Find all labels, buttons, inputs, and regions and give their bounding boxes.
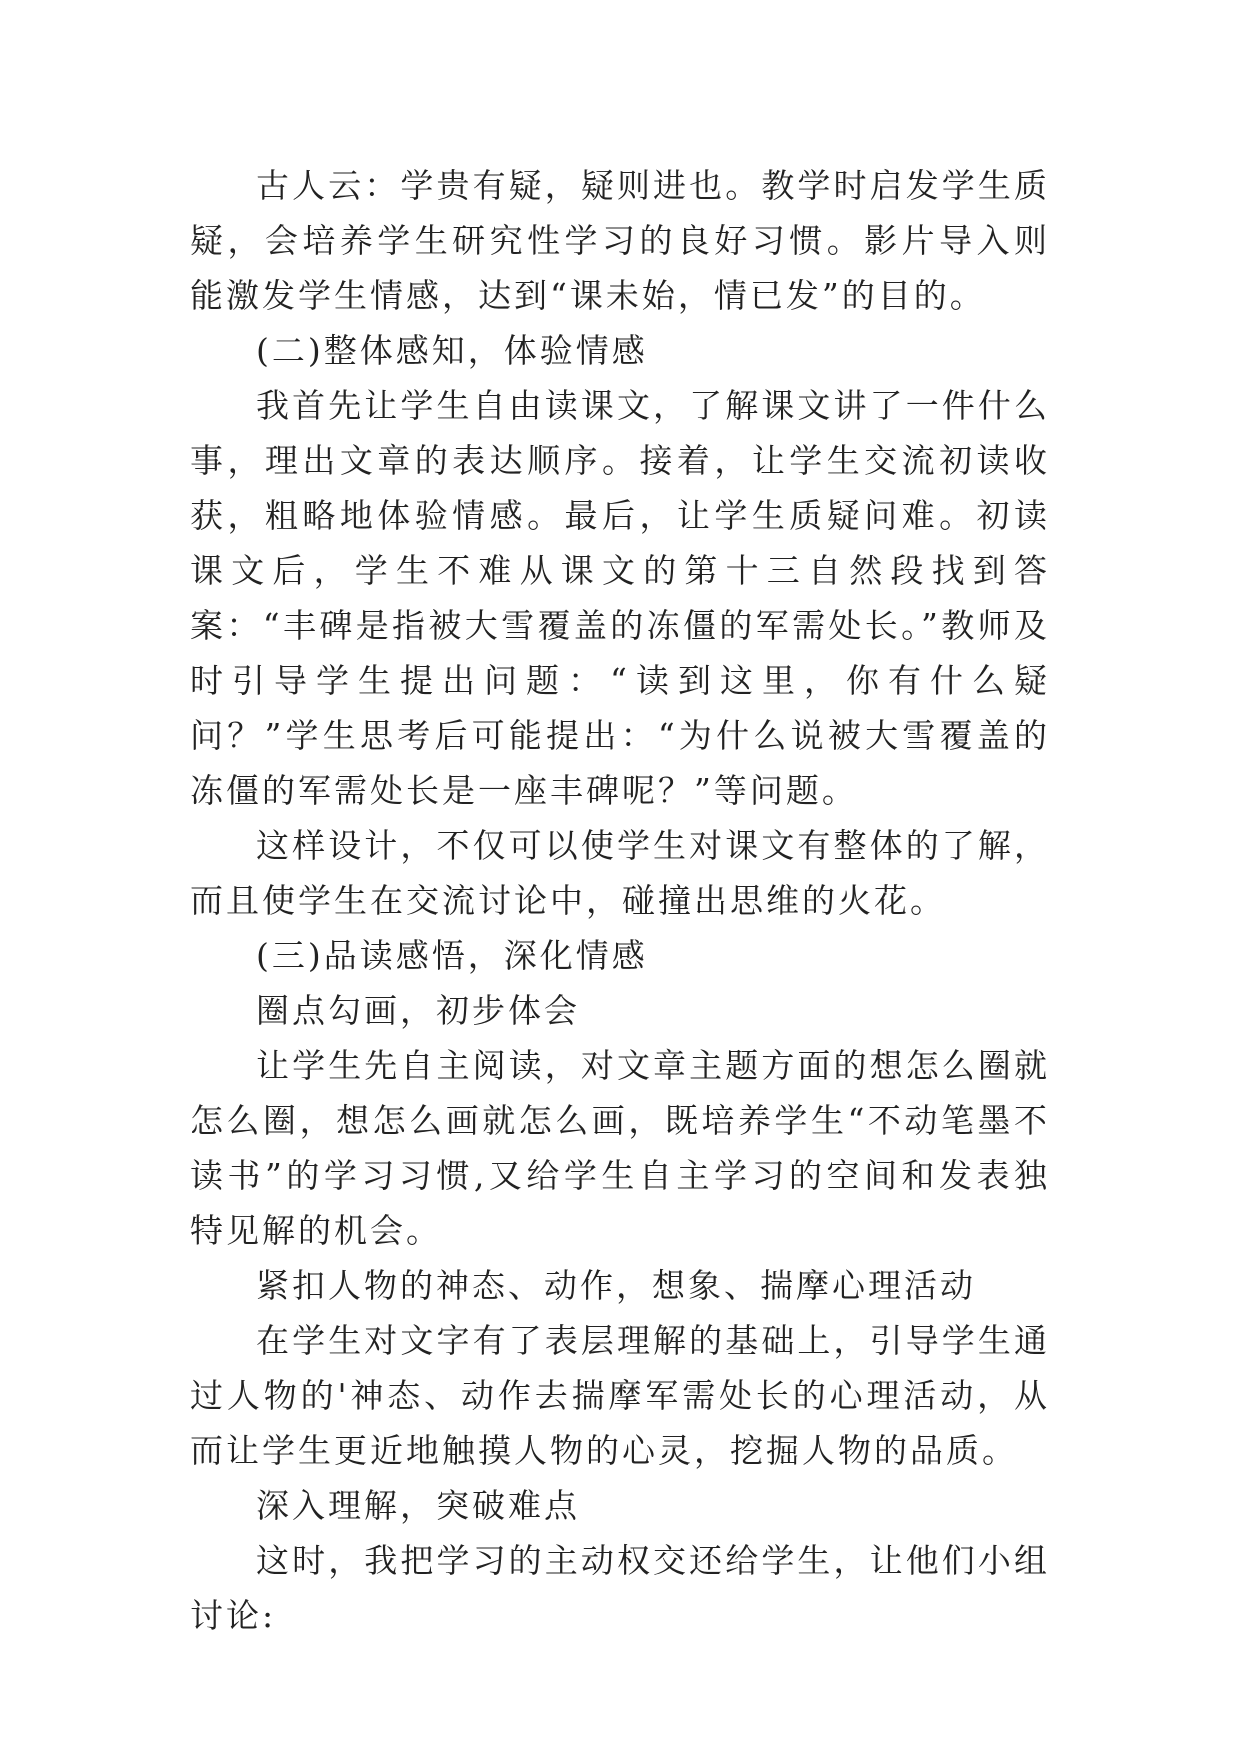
section-heading-2: (二)整体感知，体验情感: [256, 331, 648, 370]
paragraph-overall-perception: 我首先让学生自由读课文，了解课文讲了一件什么事，理出文章的表达顺序。接着，让学生交流初读收获，粗略地体验情感。最后，让学生质疑问难。初读课文后，学生不难从课文的第十三自然段找到答案：“丰碑是指被大雪覆盖的冻僵的军需处长。”教师及时引导学生提出问题：“读到这里，你有什么疑问？”学生思考后可能提出：“为什么说被大雪覆盖的冻僵的军需处长是一座丰碑呢？”等问题。: [190, 386, 1050, 810]
subheading-deep-understanding: 深入理解，突破难点: [256, 1486, 580, 1525]
section-heading-3: (三)品读感悟，深化情感: [256, 936, 648, 975]
document-body: [190, 158, 1050, 1643]
subheading-character-expression: 紧扣人物的神态、动作，想象、揣摩心理活动: [256, 1266, 976, 1305]
paragraph-self-reading: 让学生先自主阅读，对文章主题方面的想怎么圈就怎么圈，想怎么画就怎么画，既培养学生“不动笔墨不读书”的学习习惯,又给学生自主学习的空间和发表独特见解的机会。: [190, 1046, 1050, 1250]
paragraph-character-analysis: 在学生对文字有了表层理解的基础上，引导学生通过人物的'神态、动作去揣摩军需处长的心理活动，从而让学生更近地触摸人物的心灵，挖掘人物的品质。: [190, 1321, 1050, 1470]
paragraph-intro: 古人云：学贵有疑，疑则进也。教学时启发学生质疑，会培养学生研究性学习的良好习惯。影片导入则能激发学生情感，达到“课未始，情已发”的目的。: [190, 166, 1050, 315]
paragraph-design-benefit: 这样设计，不仅可以使学生对课文有整体的了解，而且使学生在交流讨论中，碰撞出思维的火花。: [190, 826, 1050, 920]
subheading-annotate: 圈点勾画，初步体会: [256, 991, 580, 1030]
paragraph-group-discussion: 这时，我把学习的主动权交还给学生，让他们小组讨论:: [190, 1541, 1050, 1635]
